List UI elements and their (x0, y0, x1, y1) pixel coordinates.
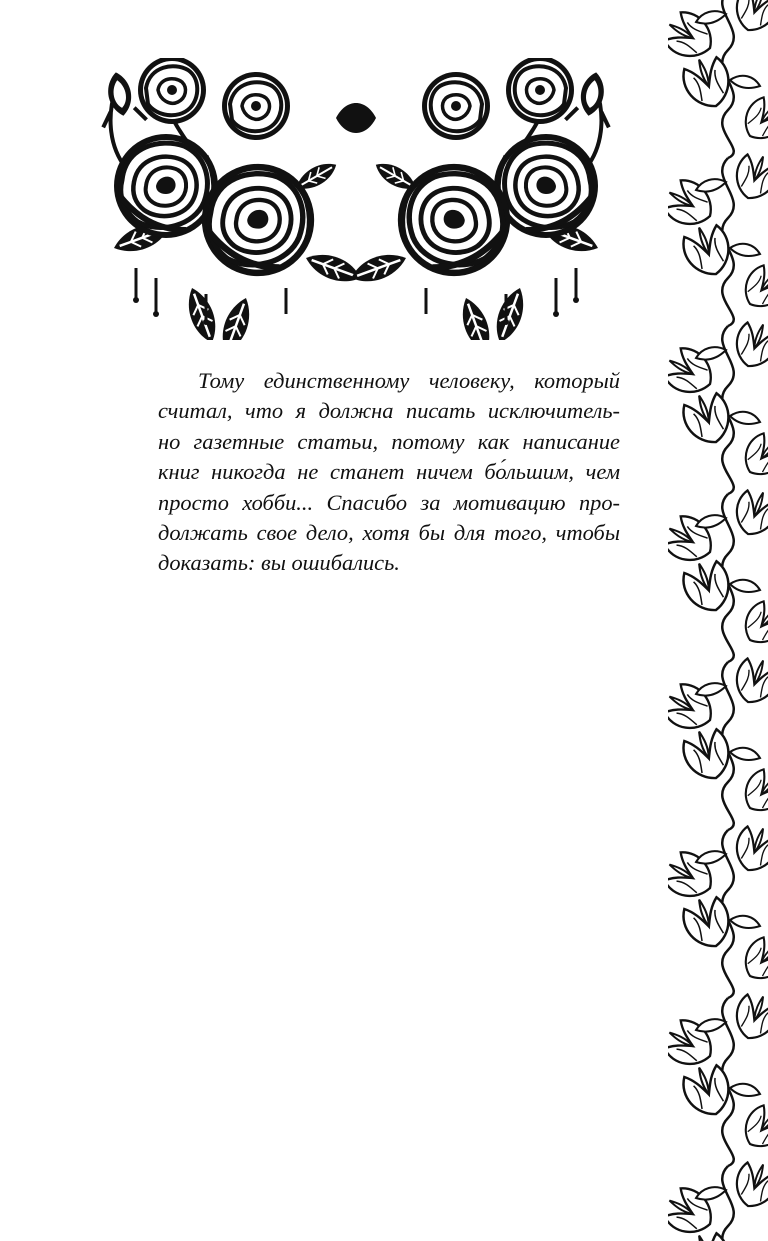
dedication-line: просто хобби... Спасибо за мотивацию про- (158, 489, 620, 515)
dedication-text (158, 366, 620, 579)
dedication-line: должать свое дело, хотя бы для того, чтобы (158, 520, 620, 546)
dedication-line: считал, что я должна писать исключитель- (158, 398, 620, 424)
dedication-line: книг никогда не станет ничем бо́льшим, чем (158, 459, 620, 485)
dedication-line: Тому единственному человеку, который (198, 368, 620, 393)
dedication-line: доказать: вы ошибались. (158, 550, 400, 576)
flower-vine-border-icon (668, 0, 768, 1241)
rose-garland-icon (96, 58, 616, 340)
dedication-line: но газетные статьи, потому как написание (158, 428, 620, 454)
